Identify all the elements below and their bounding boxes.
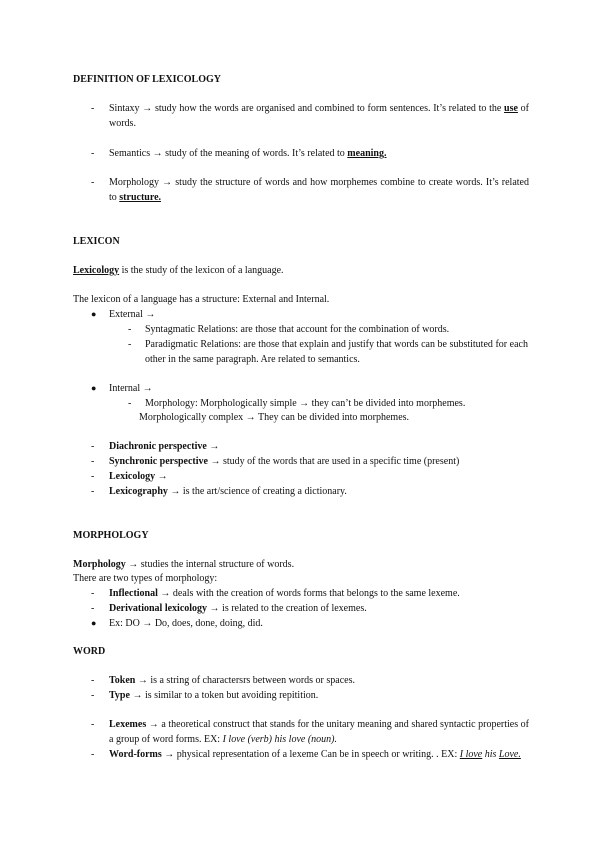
list-dash: - — [91, 471, 95, 482]
list-dash: - — [91, 177, 95, 188]
example-item: Ex: DO → Do, does, done, doing, did. — [109, 618, 263, 629]
internal-item: Internal → — [109, 383, 153, 394]
derivational-item: Derivational lexicology → is related to the creation of lexemes. — [109, 603, 367, 614]
wordforms-item: Word-forms → physical representation of a lexeme Can be in speech or writing. . EX: I love his Love. — [109, 749, 521, 760]
heading-morphology: MORPHOLOGY — [73, 530, 149, 541]
list-dash: - — [91, 456, 95, 467]
lexicon-structure: The lexicon of a language has a structure: External and Internal. — [73, 294, 330, 305]
lexicography-item: Lexicography → is the art/science of creating a dictionary. — [109, 486, 347, 497]
external-item: External → — [109, 309, 156, 320]
synchronic-item: Synchronic perspective → study of the words that are used in a specific time (present) — [109, 456, 460, 467]
semantics-item: Semantics → study of the meaning of words. It’s related to meaning. — [109, 148, 387, 159]
heading-definition: DEFINITION OF LEXICOLOGY — [73, 74, 221, 85]
list-dash: - — [91, 148, 95, 159]
diachronic-item: Diachronic perspective → — [109, 441, 220, 452]
morphology-item: Morphology → study the structure of words and how morphemes combine to create words. It’s related to structure. — [109, 177, 529, 203]
paradigmatic-item: Paradigmatic Relations: are those that explain and justify that words can be substituted for each other in the same paragraph. Are related to semantics. — [145, 339, 528, 365]
lexicology-item: Lexicology → — [109, 471, 168, 482]
list-dash: - — [91, 588, 95, 599]
bullet-icon: ● — [91, 618, 97, 628]
list-dash: - — [128, 339, 132, 350]
list-dash: - — [91, 486, 95, 497]
list-dash: - — [91, 103, 95, 114]
token-item: Token → is a string of charactersrs between words or spaces. — [109, 675, 355, 686]
syntax-item: Sintaxy → study how the words are organised and combined to form sentences. It’s related to the use of words. — [109, 103, 529, 129]
list-dash: - — [91, 749, 95, 760]
inflectional-item: Inflectional → deals with the creation of words forms that belongs to the same lexeme. — [109, 588, 460, 599]
syntagmatic-item: Syntagmatic Relations: are those that account for the combination of words. — [145, 324, 450, 335]
lexemes-item: Lexemes → a theoretical construct that stands for the unitary meaning and shared syntactic properties of a group of word forms. EX: I love (verb) his love (noun). — [109, 719, 529, 745]
morph-complex-item: Morphologically complex → They can be divided into morphemes. — [139, 412, 410, 423]
morph-simple-item: Morphology: Morphologically simple → they can’t be divided into morphemes. — [145, 398, 466, 409]
bullet-icon: ● — [91, 309, 97, 319]
heading-word: WORD — [73, 646, 106, 657]
list-dash: - — [91, 603, 95, 614]
bullet-icon: ● — [91, 383, 97, 393]
list-dash: - — [128, 324, 132, 335]
type-item: Type → is similar to a token but avoiding repitition. — [109, 690, 319, 701]
list-dash: - — [91, 441, 95, 452]
morphology-types: There are two types of morphology: — [73, 573, 218, 584]
morphology-definition: Morphology → studies the internal structure of words. — [73, 559, 295, 570]
heading-lexicon: LEXICON — [73, 236, 120, 247]
list-dash: - — [91, 690, 95, 701]
lexicology-definition: Lexicology is the study of the lexicon of a language. — [73, 265, 284, 276]
list-dash: - — [128, 398, 132, 409]
list-dash: - — [91, 675, 95, 686]
list-dash: - — [91, 719, 95, 730]
